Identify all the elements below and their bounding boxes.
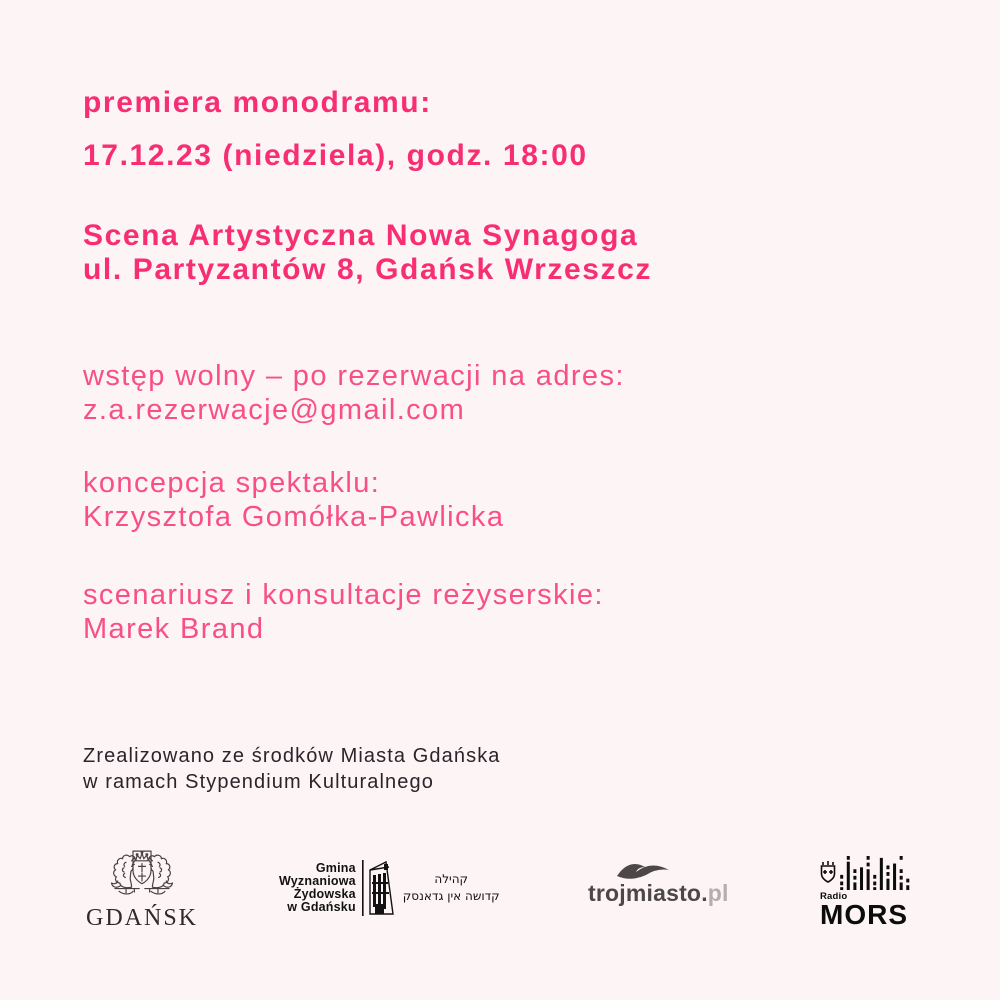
trojmiasto-tld: pl <box>707 880 729 906</box>
gdansk-wordmark: GDAŃSK <box>86 905 199 931</box>
jc-line-1: Gmina <box>315 861 356 875</box>
admission-email: z.a.rezerwacje@gmail.com <box>83 394 466 426</box>
mors-wordmark: MORS <box>820 899 908 930</box>
venue-name: Scena Artystyczna Nowa Synagoga <box>83 219 639 252</box>
premiere-label: premiera monodramu: <box>83 86 432 119</box>
mors-crest-icon <box>820 861 836 885</box>
script-label: scenariusz i konsultacje reżyserskie: <box>83 579 604 611</box>
admission-block <box>83 359 625 427</box>
trojmiasto-dot: . <box>701 880 708 906</box>
jc-line-4: w Gdańsku <box>287 900 356 914</box>
jc-hebrew-line-1: קהילה <box>434 872 469 886</box>
premiere-datetime: 17.12.23 (niedziela), godz. 18:00 <box>83 139 588 172</box>
venue-address: ul. Partyzantów 8, Gdańsk Wrzeszcz <box>83 253 652 286</box>
funding-line-2: w ramach Stypendium Kulturalnego <box>83 771 434 793</box>
venue-block <box>83 219 652 287</box>
jewish-community-logo <box>279 860 500 916</box>
jewish-community-name <box>279 862 362 914</box>
radio-mors-logo <box>820 856 920 928</box>
mors-radio-label: Radio <box>820 891 848 902</box>
concept-author: Krzysztofa Gomółka-Pawlicka <box>83 501 505 533</box>
synagogue-building-icon <box>362 860 396 916</box>
concept-block <box>83 466 504 534</box>
seagull-icon <box>615 856 687 882</box>
script-author: Marek Brand <box>83 613 265 645</box>
admission-info: wstęp wolny – po rezerwacji na adres: <box>83 360 625 392</box>
funding-line-1: Zrealizowano ze środków Miasta Gdańska <box>83 745 501 767</box>
jewish-community-hebrew <box>396 871 500 905</box>
gdansk-coat-of-arms-icon <box>90 844 194 904</box>
funding-note <box>83 743 501 795</box>
equalizer-bars-icon <box>838 856 916 890</box>
jc-hebrew-line-2: קדושה אין גדאנסק <box>402 889 500 903</box>
jc-line-3: Żydowska <box>293 887 356 901</box>
jc-line-2: Wyznaniowa <box>279 874 356 888</box>
concept-label: koncepcja spektaklu: <box>83 467 381 499</box>
script-block <box>83 578 604 646</box>
trojmiasto-wordmark: trojmiasto.pl <box>588 880 729 906</box>
gdansk-city-logo <box>86 844 198 932</box>
trojmiasto-logo <box>588 856 738 907</box>
